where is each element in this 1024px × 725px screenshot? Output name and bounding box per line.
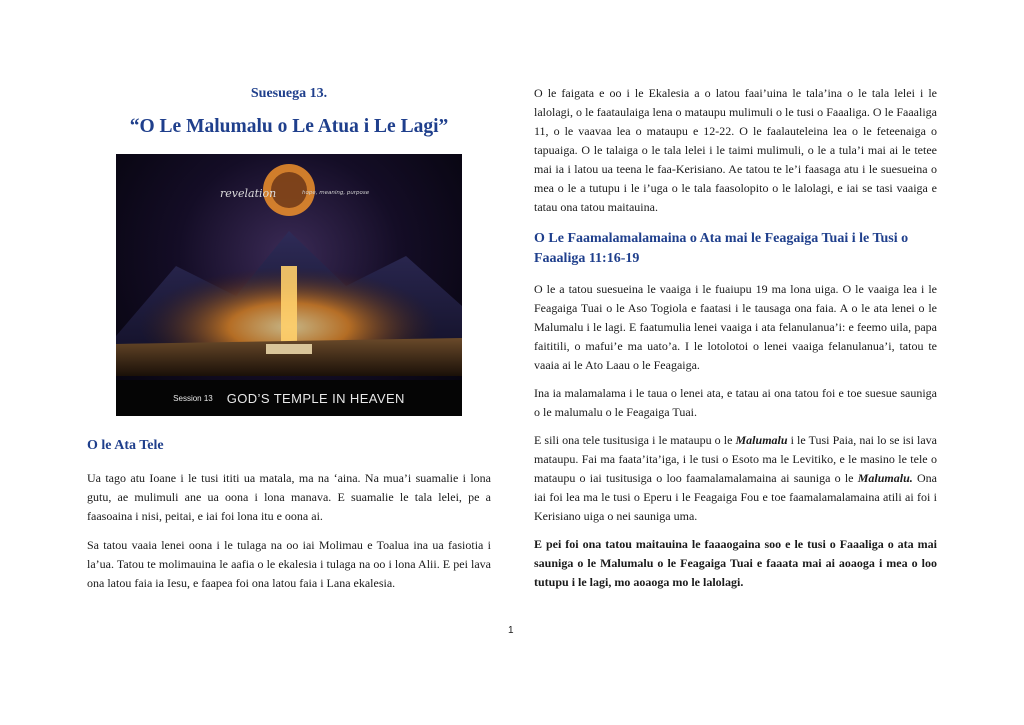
right-column <box>534 84 937 601</box>
section-heading-right: O Le Faamalamalamaina o Ata mai le Feagaiga Tuai i le Tusi o Faaaliga 11:16-19 <box>534 231 909 266</box>
session-number: Suesuega 13. <box>250 86 328 101</box>
session-subtitle: GOD’S TEMPLE IN HEAVEN <box>226 390 405 406</box>
session-label: Session 13 <box>173 393 213 403</box>
session-banner <box>116 380 462 416</box>
text-run: i le Tusi Paia, nai lo se isi lava mataupu. Fai ma faata’ita’iga, i le tusi o Esoto ma le Levitiko, e le masino le tele o mataupu o iai tusitusiga o loo faamalamalamaina ai sauniga o le <box>534 433 938 485</box>
text-run: E sili ona tele tusitusiga i le mataupu o le <box>534 433 736 447</box>
revelation-wordmark: revelation <box>220 187 277 200</box>
right-paragraph-1: O le a tatou suesueina le vaaiga i le fuaiupu 19 ma lona uiga. O le vaaiga lea i le Feagaiga Tuai o le Aso Togiola e faatasi i le tausaga ona faia. A o le ata lenei o le Malumalu i le lagi. E faatumulia lenei vaaiga i ata felanulanua’i: e feemo uila, papa faititili, o mafui’e ma uato’a. I le lotolotoi o lenei vaaiga felanulanua’i, tatou te vaaia ai le Ato Laau o le Feagaiga. <box>534 282 937 372</box>
text-run: Ona iai foi lea ma le tusi o Eperu i le Feagaiga Fou e toe faamalamalamaina atili ai foi i Kerisiano uiga o nei sauniga uma. <box>534 471 937 523</box>
right-paragraph-2: Ina ia malamalama i le taua o lenei ata, e tatau ai ona tatou foi e toe suesue sauniga o le malumalu o le Feagaiga Tuai. <box>534 386 937 419</box>
page-number: 1 <box>508 625 514 636</box>
emphasis-malumalu: Malumalu. <box>857 471 913 485</box>
left-paragraph-2: Sa tatou vaaia lenei oona i le tulaga na oo iai Molimau e Toalua ina ua fasiotia i la’ua. Tatou te molimauina le aafia o le ekalesia i tulaga na oo i lona Alii. E pei lava ona latou faia ia Iesu, e faapea foi ona latou faia i Lana ekalesia. <box>87 538 491 590</box>
left-column <box>87 84 491 603</box>
lesson-title: “O Le Malumalu o Le Atua i Le Lagi” <box>129 116 449 137</box>
revelation-tagline: hope, meaning, purpose <box>302 190 370 196</box>
emphasis-malumalu: Malumalu <box>735 433 788 447</box>
intro-paragraph: O le faigata e oo i le Ekalesia a o latou faai’uina le tala’ina o le tala lelei i le lalolagi, o le faataulaiga lena o mataupu mulimuli o le tusi o Faaaliga. O le Faaaliga 11, o le vaavaa lea o mataupu e 12-22. O le faalauteleina lea o le feteenaiga o tapuaiga. O le talaiga o le tala lelei i le taimi mulimuli, o le a tula’i mai ai le tetee mai ia i latou ua teena le faa-Kerisiano. Ae tatou te le’i faasaga atu i le suesueina o mea o le a tutupu i le i’uga o le tala faasolopito o le lalolagi, e iai se tasi vaaiga e tatau ona tatou maitauina. <box>534 86 937 214</box>
section-heading-left: O le Ata Tele <box>87 438 164 453</box>
left-paragraph-1: Ua tago atu Ioane i le tusi ititi ua matala, ma na ‘aina. Na mua’i suamalie i lona gutu, ae mulimuli ane ua oona i lona manava. E suamalie le tala lelei, pe a faasoaina i nisi, peitai, e iai foi lona itu e oona ai. <box>87 471 491 523</box>
right-paragraph-3 <box>534 431 937 526</box>
mountain-scene <box>116 226 462 376</box>
bold-paragraph: E pei foi ona tatou maitauina le faaaogaina soo e le tusi o Faaaliga o ata mai sauniga o le Malumalu o le Feagaiga Tuai e faaata mai ai aoaoga i mea o loo tutupu i le lagi, mo aoaoga mo le lalolagi. <box>534 537 937 589</box>
temple-illustration <box>116 154 462 416</box>
